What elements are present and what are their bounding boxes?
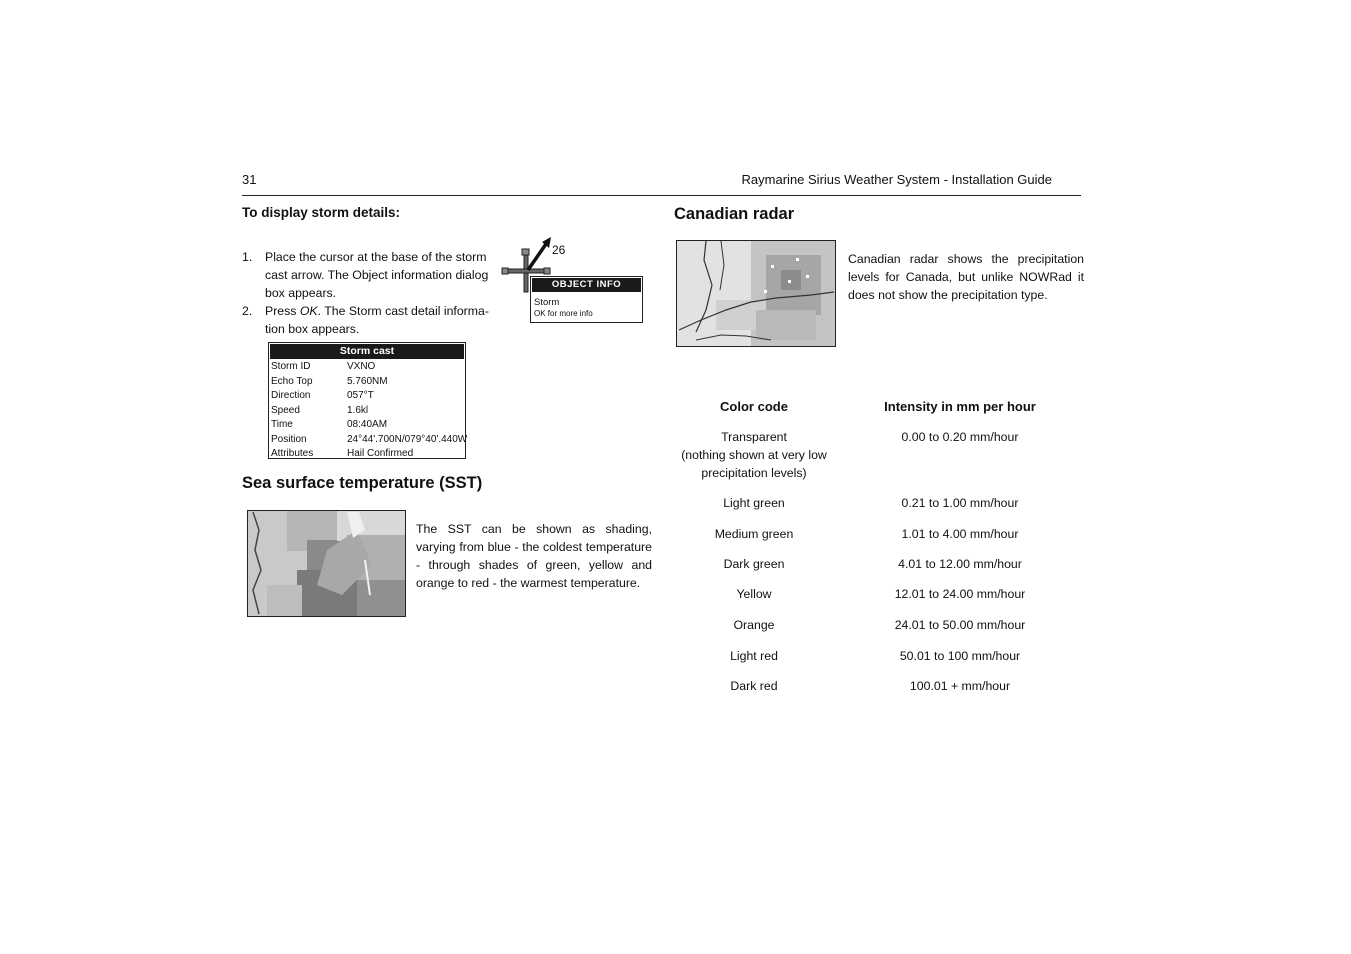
header-rule [242,195,1081,196]
steps-list [242,248,490,338]
sst-description: The SST can be shown as shading, varying from blue - the coldest temperature - through shades of green, yellow and orange to red - the warmest temperature. [416,522,652,590]
row-label: Speed [271,404,300,416]
row-label: Echo Top [271,375,313,387]
table-cell-color: Yellow [736,587,772,601]
object-info-type: Storm [534,297,560,308]
table-cell-intensity: 0.21 to 1.00 mm/hour [901,496,1019,510]
row-value: Hail Confirmed [347,448,414,459]
row-label: Attributes [271,448,314,459]
sst-map-image [247,510,406,617]
storm-cast-row [269,360,465,375]
table-cell-intensity: 100.01 + mm/hour [909,679,1011,693]
table-cell-color: Dark red [730,679,778,693]
step-number: 2. [242,304,253,318]
table-cell-intensity: 50.01 to 100 mm/hour [899,649,1021,663]
storm-cast-row [269,389,465,404]
color-note: (nothing shown at very low precipitation levels) [681,448,827,480]
row-label: Storm ID [271,361,311,372]
table-cell-intensity: 1.01 to 4.00 mm/hour [901,527,1019,541]
color-name: Transparent [721,430,787,444]
storm-cast-row [269,375,465,390]
canadian-radar-description: Canadian radar shows the precipitation levels for Canada, but unlike NOWRad it does not show the precipitation type. [848,252,1084,302]
table-cell-intensity: 12.01 to 24.00 mm/hour [894,587,1026,601]
page-number: 31 [242,172,257,187]
row-label: Time [271,419,293,430]
row-value: 5.760NM [347,375,388,387]
storm-cast-row [269,418,465,433]
storm-cast-row [269,447,465,462]
step-text: Place the cursor at the base of the storm cast arrow. The Object information dialog box appears. [265,250,489,300]
step-1 [242,248,490,302]
table-cell-color: Light green [723,496,785,510]
row-label: Direction [271,390,311,401]
storm-cast-row [269,404,465,419]
storm-cast-title: Storm cast [270,344,464,359]
step-text-pre: Press [265,304,300,318]
table-cell-intensity: 0.00 to 0.20 mm/hour [901,430,1019,444]
canadian-radar-heading: Canadian radar [674,205,795,223]
table-cell-intensity: 24.01 to 50.00 mm/hour [894,618,1026,632]
row-value: 24°44'.700N/079°40'.440W [347,433,468,445]
sst-heading: Sea surface temperature (SST) [242,474,483,492]
table-cell-color: Light red [730,649,778,663]
object-info-dialog [530,276,643,323]
table-header-color: Color code [720,399,788,414]
row-value: 1.6kl [347,404,369,416]
row-value: 08:40AM [347,419,388,430]
row-label: Position [271,433,307,445]
canadian-radar-map-image [676,240,836,347]
ok-key-label: OK [299,304,318,318]
storm-cast-dialog [268,342,466,459]
table-cell-color: Dark green [723,557,785,571]
storm-details-heading: To display storm details: [242,205,401,220]
row-value: 057°T [347,390,374,401]
storm-direction-arrow-icon [528,237,551,270]
table-cell-color: Medium green [714,527,794,541]
object-info-hint: OK for more info [534,309,593,318]
arrow-speed-label: 26 [552,243,566,257]
row-value: VXNO [347,361,376,372]
step-text-post: . The Storm cast detail informa-tion box appears. [265,304,489,336]
step-2 [242,302,490,338]
step-number: 1. [242,250,253,264]
object-info-title: OBJECT INFO [532,278,641,292]
table-header-intensity: Intensity in mm per hour [884,399,1036,414]
document-title: Raymarine Sirius Weather System - Installation Guide [741,172,1052,187]
table-cell-intensity: 4.01 to 12.00 mm/hour [898,557,1022,571]
table-cell-color: Orange [733,618,775,632]
storm-cast-row [269,433,468,448]
table-cell-color [677,428,831,482]
